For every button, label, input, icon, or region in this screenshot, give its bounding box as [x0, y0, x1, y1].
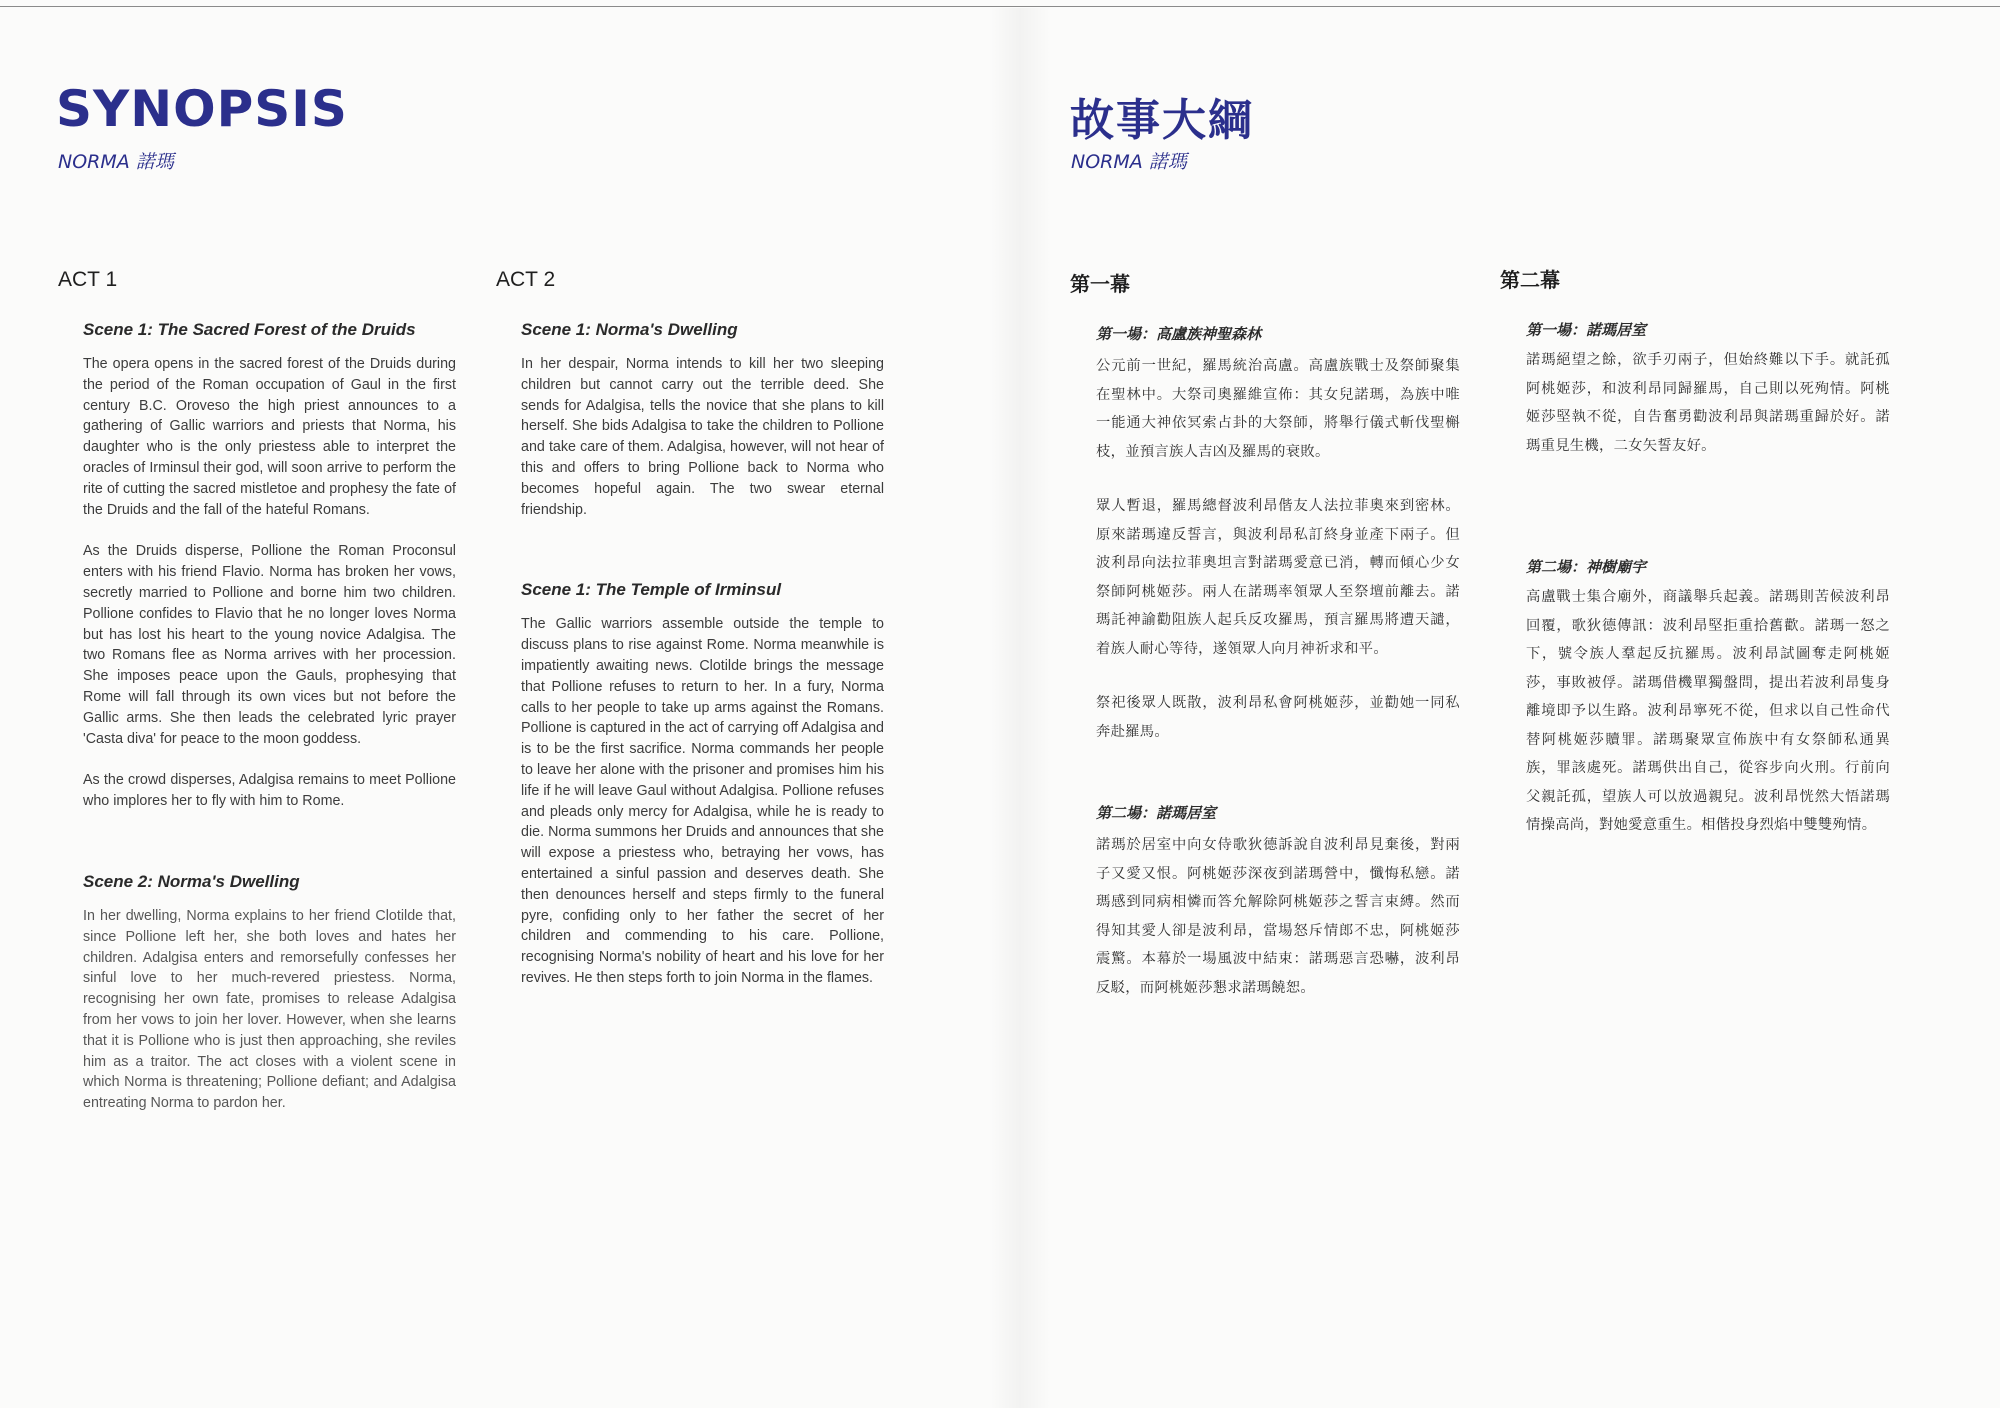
act1-scene1-paragraph-3: As the crowd disperses, Adalgisa remains to meet Pollione who implores her to fly with him to Rome.	[83, 772, 456, 810]
chinese-act1-scene1-paragraph-2: 眾人暫退，羅馬總督波利昂偕友人法拉菲奧來到密林。原來諾瑪違反誓言，與波利昂私訂終身並產下兩子。但波利昂向法拉菲奧坦言對諾瑪愛意已消，轉而傾心少女祭師阿桃姬莎。兩人在諾瑪率領眾人至祭壇前離去。諾瑪託神諭勸阻族人起兵反攻羅馬，預言羅馬將遭天譴，着族人耐心等待，遂領眾人向月神祈求和平。	[1096, 498, 1460, 657]
act1-scene2-paragraph: In her dwelling, Norma explains to her friend Clotilde that, since Pollione left her, she both loves and hates her children. Adalgisa enters and remorsefully confesses her sinful love to her much-revered priestess. Norma, recognising her own fate, promises to release Adalgisa from her vows to join her lover. However, when she learns that it is Pollione who is just then approaching, she reviles him as a traitor. The act closes with a violent scene in which Norma is threatening; Pollione defiant; and Adalgisa entreating Norma to pardon her.	[83, 907, 456, 1112]
chinese-act2-column	[1500, 264, 1890, 840]
chinese-act2-scene1-paragraph: 諾瑪絕望之餘，欲手刃兩子，但始終難以下手。就託孤阿桃姬莎，和波利昂同歸羅馬，自己則以死殉情。阿桃姬莎堅執不從，自告奮勇勸波利昂與諾瑪重歸於好。諾瑪重見生機，二女矢誓友好。	[1526, 352, 1890, 454]
chinese-act2-heading: 第二幕	[1500, 268, 1560, 292]
act2-scene2-paragraph: The Gallic warriors assemble outside the temple to discuss plans to rise against Rome. Norma meanwhile is impatiently awaiting news. Clotilde brings the message that Pollione refuses to return to her. In a fury, Norma calls to her people to take up arms against the Romans. Pollione is captured in the act of carrying off Adalgisa and is to be the first sacrifice. Norma commands her people to leave her alone with the prisoner and promises him his life if he will leave Gaul without Adalgisa. Pollione refuses and pleads only mercy for Adalgisa, while he is ready to die. Norma summons her Druids and announces that she will expose a priestess who, betraying her vows, has entertained a sinful passion and deserves death. She then denounces herself and steps firmly to the funeral pyre, confiding only to her father the secret of her children and commending to his care. Pollione, recognising Norma's nobility of heart and his love for her revives. He then steps forth to join Norma in the flames.	[521, 616, 884, 986]
chinese-act2-scene2-paragraph: 高盧戰士集合廟外，商議舉兵起義。諾瑪則苦候波利昂回覆，歌狄德傳訊：波利昂堅拒重拾舊歡。諾瑪一怒之下，號令族人羣起反抗羅馬。波利昂試圖奪走阿桃姬莎，事敗被俘。諾瑪借機單獨盤問，提出若波利昂隻身離境即予以生路。波利昂寧死不從，但求以自己性命代替阿桃姬莎贖罪。諾瑪聚眾宣佈族中有女祭師私通異族，罪該處死。諾瑪供出自己，從容步向火刑。行前向父親託孤，望族人可以放過親兒。波利昂恍然大悟諾瑪情操高尚，對她愛意重生。相偕投身烈焰中雙雙殉情。	[1526, 589, 1890, 833]
act2-scene2-title: Scene 1: The Temple of Irminsul	[521, 580, 782, 600]
chinese-act1-heading: 第一幕	[1070, 272, 1130, 296]
chinese-act2-scene1-title: 第一場：諾瑪居室	[1526, 321, 1647, 339]
act2-heading: ACT 2	[496, 268, 556, 291]
chinese-act1-column	[1070, 268, 1460, 1002]
chinese-act1-scene1-title: 第一場：高盧族神聖森林	[1096, 325, 1262, 343]
act1-heading: ACT 1	[58, 268, 118, 291]
act1-scene2-title: Scene 2: Norma's Dwelling	[83, 871, 300, 891]
english-act2-column	[496, 268, 884, 989]
page-subtitle-chinese: NORMA 諾瑪	[1071, 151, 1187, 173]
act1-scene1-paragraph-2: As the Druids disperse, Pollione the Roman Proconsul enters with his friend Flavio. Norma has broken her vows, secretly married to Pollione and borne him two children. Pollione confides to Flavio that he no longer loves Norma but has lost his heart to the young novice Adalgisa. The two Romans flee as Norma arrives with her procession. She imposes peace upon the Gauls, prophesying that Rome will fall through its own vices but not before the Gallic arms. She then leads the celebrated lyric prayer 'Casta diva' for peace to the moon goddess.	[83, 543, 456, 747]
chinese-act1-scene1-paragraph-1: 公元前一世紀，羅馬統治高盧。高盧族戰士及祭師聚集在聖林中。大祭司奧羅維宣佈：其女兒諾瑪，為族中唯一能通大神依冥索占卦的大祭師，將舉行儀式斬伐聖槲枝，並預言族人吉凶及羅馬的衰敗。	[1096, 358, 1460, 460]
act1-scene1-title: Scene 1: The Sacred Forest of the Druids	[83, 320, 416, 339]
page-title-english: SYNOPSIS	[56, 80, 348, 138]
act2-scene1-title: Scene 1: Norma's Dwelling	[521, 320, 738, 339]
chinese-act1-scene2-paragraph: 諾瑪於居室中向女侍歌狄德訴說自波利昂見棄後，對兩子又愛又恨。阿桃姬莎深夜到諾瑪營中，懺悔私戀。諾瑪感到同病相憐而答允解除阿桃姬莎之誓言束縛。然而得知其愛人卻是波利昂，當場怒斥情郎不忠，阿桃姬莎震驚。本幕於一場風波中結束：諾瑪惡言恐嚇，波利昂反駁，而阿桃姬莎懇求諾瑪饒恕。	[1096, 837, 1460, 996]
page-subtitle-english: NORMA 諾瑪	[58, 151, 174, 173]
act1-scene1-paragraph-1: The opera opens in the sacred forest of the Druids during the period of the Roman occupation of Gaul in the first century B.C. Oroveso the high priest announces to a gathering of Gallic warriors and priests that Norma, his daughter who is the only priestess able to interpret the oracles of Irminsul their god, will soon arrive to perform the rite of cutting the sacred mistletoe and prophesy the fate of the Druids and the fall of the hateful Romans.	[83, 356, 456, 518]
chinese-act1-scene1-paragraph-3: 祭祀後眾人既散，波利昂私會阿桃姬莎，並勸她一同私奔赴羅馬。	[1096, 695, 1460, 740]
chinese-act2-scene2-title: 第二場：神樹廟宇	[1526, 558, 1647, 576]
act2-scene1-paragraph: In her despair, Norma intends to kill her two sleeping children but cannot carry out the terrible deed. She sends for Adalgisa, tells the novice that she plans to kill herself. She bids Adalgisa to take the children to Pollione and take care of them. Adalgisa, however, will not hear of this and offers to bring Pollione back to Norma who becomes hopeful again. The two swear eternal friendship.	[521, 356, 884, 518]
page-gutter	[990, 8, 1050, 1408]
page-title-chinese: 故事大綱	[1070, 95, 1254, 146]
english-act1-column	[58, 268, 458, 1114]
page-top-rule	[0, 6, 2000, 7]
chinese-act1-scene2-title: 第二場：諾瑪居室	[1096, 804, 1217, 822]
